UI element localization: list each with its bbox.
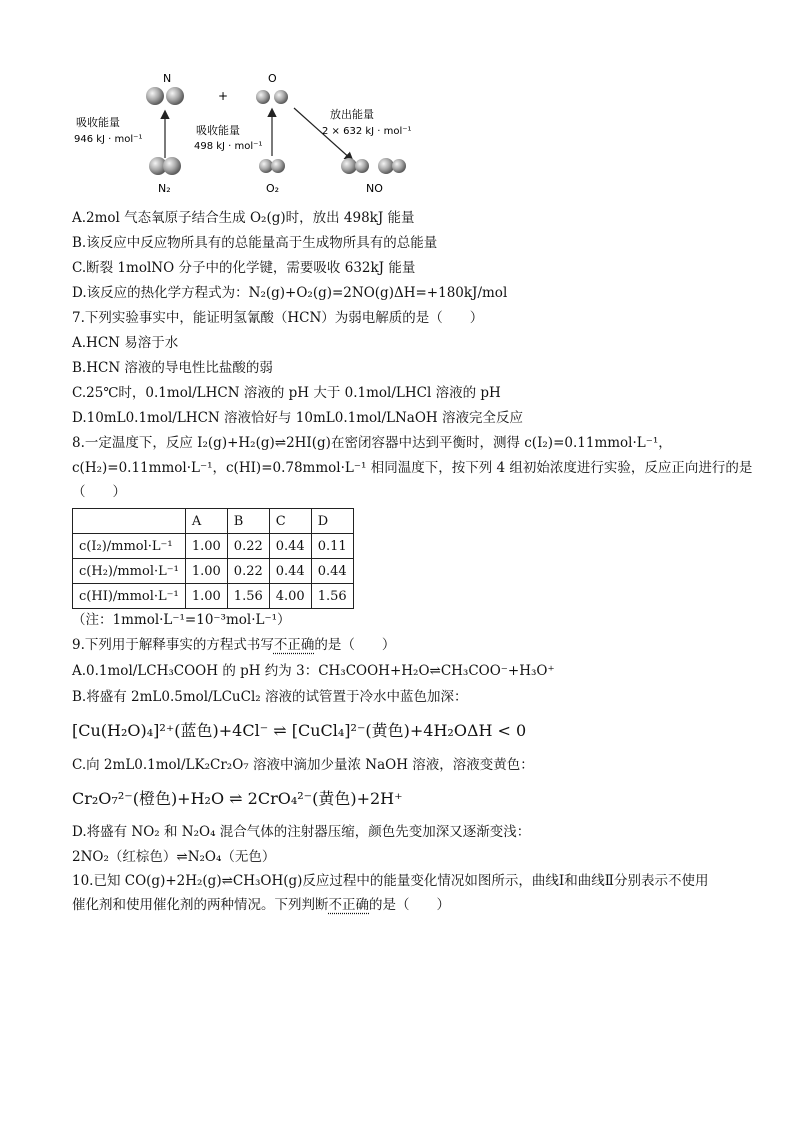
label-n2: N₂ [158,182,171,195]
q8-stem-line1: 8.一定温度下，反应 I₂(g)+H₂(g)⇌2HI(g)在密闭容器中达到平衡时，测得 c(I₂)=0.11mmol·L⁻¹， [72,435,672,451]
table-cell: c(I₂)/mmol·L⁻¹ [73,534,186,559]
table-cell: 0.11 [311,534,353,559]
q9-equation-c: Cr₂O₇²⁻(橙色)+H₂O ⇌ 2CrO₄²⁻(黄色)+2H⁺ [72,789,403,808]
q9-stem-post: 的是（ ） [314,637,396,653]
o2-molecule [271,159,285,173]
table-cell: 1.56 [311,584,353,609]
table-row [73,534,354,559]
q7-option-d: D.10mL0.1mol/LHCN 溶液恰好与 10mL0.1mol/LNaOH 溶液完全反应 [72,410,523,426]
table-row [73,584,354,609]
no-molecule [392,159,406,173]
concentration-table [72,508,354,609]
q9-option-d: D.将盛有 NO₂ 和 N₂O₄ 混合气体的注射器压缩，颜色先变加深又逐渐变浅： [72,824,531,840]
table-header-cell [73,509,186,534]
label-n: N [163,72,172,85]
q10-stem-line1: 10.已知 CO(g)+2H₂(g)⇌CH₃OH(g)反应过程中的能量变化情况如图所示，曲线Ⅰ和曲线Ⅱ分别表示不使用 [72,873,709,889]
table-note: （注：1mmol·L⁻¹=10⁻³mol·L⁻¹） [72,612,291,628]
no-molecule [341,158,357,174]
absorb2-title: 吸收能量 [196,124,240,137]
release-value: 2 × 632 kJ · mol⁻¹ [322,126,412,137]
q6-option-b: B.该反应中反应物所具有的总能量高于生成物所具有的总能量 [72,235,438,251]
table-header-cell: B [227,509,269,534]
q9-option-a: A.0.1mol/LCH₃COOH 的 pH 约为 3：CH₃COOH+H₂O⇌CH₃COO⁻+H₃O⁺ [72,663,555,679]
q9-option-d-equation: 2NO₂（红棕色）⇌N₂O₄（无色） [72,849,276,865]
o-atom [256,90,270,104]
no-molecule [355,159,369,173]
table-cell: c(H₂)/mmol·L⁻¹ [73,559,186,584]
q8-stem-line3: （ ） [72,484,126,500]
o-atom [274,90,288,104]
q6-option-a: A.2mol 气态氧原子结合生成 O₂(g)时，放出 498kJ 能量 [72,210,415,226]
q9-stem-pre: 9.下列用于解释事实的方程式书写 [72,637,274,653]
table-cell: c(HI)/mmol·L⁻¹ [73,584,186,609]
n-atom [146,87,164,105]
n-atom [166,87,184,105]
absorb1-title: 吸收能量 [76,116,120,129]
label-no: NO [366,182,383,195]
q10-stem-post: 的是（ ） [369,897,450,913]
table-cell: 1.00 [185,534,227,559]
q9-option-b: B.将盛有 2mL0.5mol/LCuCl₂ 溶液的试管置于冷水中蓝色加深： [72,689,468,705]
q7-option-c: C.25℃时，0.1mol/LHCN 溶液的 pH 大于 0.1mol/LHCl 溶液的 pH [72,385,501,401]
bond-energy-figure [70,66,430,206]
q10-stem-line2 [72,895,450,915]
q8-stem-line2: c(H₂)=0.11mmol·L⁻¹，c(HI)=0.78mmol·L⁻¹ 相同温度下，按下列 4 组初始浓度进行实验，反应正向进行的是 [72,460,753,476]
q7-option-a: A.HCN 易溶于水 [72,335,179,351]
table-cell: 1.00 [185,584,227,609]
label-o2: O₂ [266,182,280,195]
no-molecule [378,158,394,174]
table-header-row [73,509,354,534]
table-header-cell: C [269,509,311,534]
q9-stem-emphasis: 不正确 [273,637,315,653]
absorb1-value: 946 kJ · mol⁻¹ [74,134,143,145]
absorb2-value: 498 kJ · mol⁻¹ [194,141,263,152]
table-cell: 4.00 [269,584,311,609]
q10-stem-emphasis: 不正确 [328,897,369,913]
o2-molecule [259,159,273,173]
q9-option-c: C.向 2mL0.1mol/LK₂Cr₂O₇ 溶液中滴加少量浓 NaOH 溶液，溶液变黄色： [72,757,534,773]
q9-stem [72,635,395,655]
table-cell: 1.00 [185,559,227,584]
table-cell: 1.56 [227,584,269,609]
q9-equation-b: [Cu(H₂O)₄]²⁺(蓝色)+4Cl⁻ ⇌ [CuCl₄]²⁻(黄色)+4H₂OΔH < 0 [72,721,527,740]
q6-option-d: D.该反应的热化学方程式为：N₂(g)+O₂(g)=2NO(g)ΔH=+180kJ/mol [72,285,508,301]
table-cell: 0.22 [227,559,269,584]
label-o: O [268,72,277,85]
table-cell: 0.44 [311,559,353,584]
q7-stem: 7.下列实验事实中，能证明氢氰酸（HCN）为弱电解质的是（ ） [72,310,484,326]
plus-sign: + [218,89,229,103]
table-cell: 0.22 [227,534,269,559]
q7-option-b: B.HCN 溶液的导电性比盐酸的弱 [72,360,273,376]
table-cell: 0.44 [269,534,311,559]
table-row [73,559,354,584]
table-header-cell: D [311,509,353,534]
table-cell: 0.44 [269,559,311,584]
release-title: 放出能量 [330,108,374,121]
q6-option-c: C.断裂 1molNO 分子中的化学键，需要吸收 632kJ 能量 [72,260,416,276]
table-header-cell: A [185,509,227,534]
q10-stem-pre: 催化剂和使用催化剂的两种情况。下列判断 [72,897,329,913]
n2-molecule [163,157,181,175]
